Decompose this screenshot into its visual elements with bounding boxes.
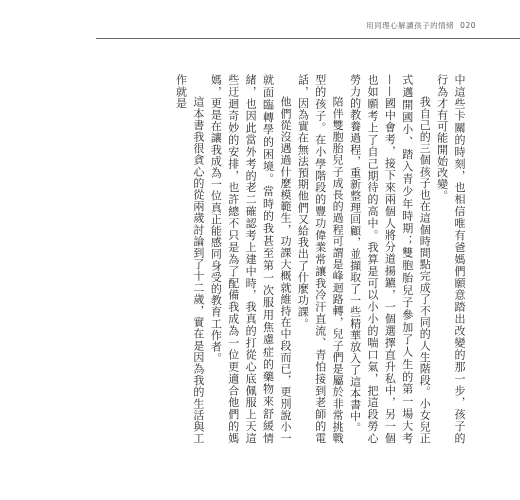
body-text bbox=[108, 74, 468, 444]
paragraph: 我自己的三個孩子也在這個時間點完成了不同的人生階段。小女兒正式邁開國小、踏入青少年時期；雙胞胎兒子參加了人生的第一場大考——國中會考，接下來兩個人將分道揚鑣，一個選擇直升私中，另一個也如願考上了自己期待的高中。我算是可以小小的喘口氣，把這段勞心勞力的教養過程，重新整理回顧，並擷取了一些精華放入了這本書中。 bbox=[348, 74, 432, 444]
paragraph: 中這些卡關的時刻，也相信唯有爸媽們願意踏出改變的那一步，孩子的行為才有可能開始改變。 bbox=[435, 74, 466, 444]
running-title: 用同理心解讀孩子的情緒 bbox=[366, 21, 455, 30]
paragraph: 陪伴雙胞胎兒子成長的過程可謂是峰迴路轉，兒子們是屬於非常挑戰型的孩子。在小學階段的豐功偉業常讓我冷汗直流、青怕接到老師的電話，因為實在無法預期他們又給我出了什麼功課。 bbox=[296, 74, 345, 444]
page-number: 020 bbox=[460, 21, 476, 30]
paragraph: 這本書我很貪心的從兩歲討論到了十二歲，實在是因為我的生活與工作就是 bbox=[174, 74, 205, 444]
header-rule bbox=[96, 38, 520, 39]
paragraph: 他們從沒遇過什麼模範生，功課大概就維持在中段而已，更別說小一就面臨轉學的困境。當時的我甚至第一次服用焦慮症的藥物來舒緩情緒，也因此當外考的老二確認考上建中時，我真的打從心底佩服上天這些迂迴奇妙的安排，也許總不只是為了配備我成為一位更適合他們的媽媽，更是在讓我成為一位真正能感同身受的教育工作者。 bbox=[209, 74, 292, 444]
running-header bbox=[366, 20, 476, 31]
